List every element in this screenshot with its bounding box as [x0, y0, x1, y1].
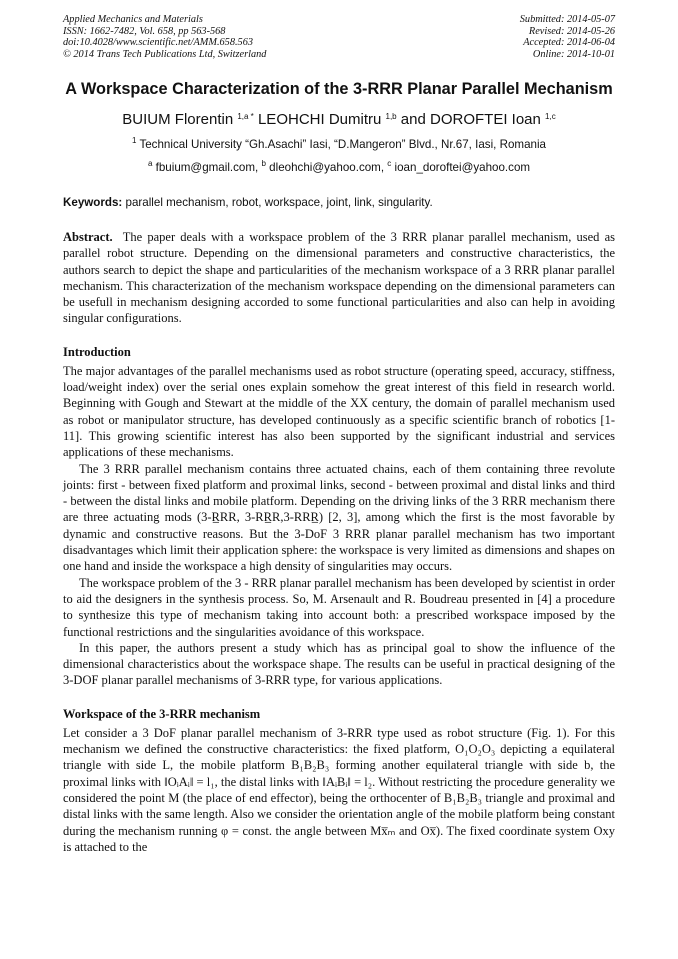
- email-mark: c: [387, 159, 392, 168]
- email[interactable]: fbuium@gmail.com,: [155, 161, 259, 174]
- paper-title: A Workspace Characterization of the 3-RRR Planar Parallel Mechanism: [65, 80, 613, 98]
- paragraph: The 3 RRR parallel mechanism contains three actuated chains, each of them containing three revolute joints: first - between fixed platform and proximal links, second - between proximal and distal links and third - between the distal links and mobile platform. Depending on the driving links of the 3 RRR mechanism there are three actuating mods (3-R̲RR, 3-RR̲R,3-RRR̲) [2, 3], among which the first is the most favorable by dynamic and constructive reasons. But the 3-DoF 3 RRR planar parallel mechanism has two important disadvantages which limit their application sphere: the workspace is very limited as dimensions and shapes on one hand and inside the workspace a high density of singularities may occurs.: [63, 461, 615, 574]
- journal-name: Applied Mechanics and Materials: [63, 14, 203, 25]
- author-name: DOROFTEI Ioan: [430, 111, 541, 128]
- keywords: [63, 196, 615, 209]
- keywords-label: Keywords:: [63, 196, 123, 209]
- section-heading-workspace: Workspace of the 3-RRR mechanism: [63, 706, 261, 721]
- abstract-text: The paper deals with a workspace problem of the 3 RRR planar parallel mechanism, used as parallel robot structure. Depending on the dimensional parameters and constructive characteristics, the authors search to depict the shape and particularities of the mechanism workspace of a 3 RRR planar parallel mechanism. This characterization of the mechanism workspace depending on the dimensional parameters can be usefull in mechanism designing accorded to some functional particularities and also can help in avoiding singular configurations.: [63, 230, 615, 326]
- affiliation: [63, 136, 615, 151]
- journal-info: [63, 14, 266, 60]
- email[interactable]: ioan_doroftei@yahoo.com: [394, 161, 531, 174]
- author-affiliation-mark: 1,c: [545, 112, 556, 121]
- author-name: LEOHCHI Dumitru: [257, 111, 382, 128]
- paragraph: Let consider a 3 DoF planar parallel mechanism of 3-RRR type used as robot structure (Fig. 1). For this mechanism we defined the constructive characteristics: the fixed platform, O₁O₂O₃ depicting a equilateral triangle with side L, the mobile platform B₁B₂B₃ forming another equilateral triangle with side b, the proximal links with ‖OᵢAᵢ‖ = l₁, the distal links with ‖AᵢBᵢ‖ = l₂. Without restricting the procedure generality we considered the point M (the place of end effector), being the orthocenter of B₁B₂B₃ triangle and proximal and distal links with the same length. Also we consider the orientation angle of the mobile platform being constant during the mechanism running φ = const. the angle between Mx̅ₘ and Ox̅). The fixed coordinate system Oxy is attached to the: [63, 725, 615, 854]
- revised-date: Revised: 2014-05-26: [528, 25, 615, 37]
- submission-dates: [520, 14, 615, 60]
- section-heading-introduction: Introduction: [63, 344, 131, 359]
- affiliation-mark: 1: [131, 136, 137, 145]
- keywords-text: parallel mechanism, robot, workspace, joint, link, singularity.: [125, 196, 433, 209]
- authors-and: and: [400, 111, 426, 128]
- abstract-label: Abstract.: [63, 230, 113, 244]
- accepted-date: Accepted: 2014-06-04: [523, 37, 615, 49]
- paragraph: In this paper, the authors present a study which has as principal goal to show the influence of the dimensional characteristics about the workspace shape. The results can be useful in practical designing of the 3-DOF planar parallel mechanisms of 3-RRR type, for various applications.: [63, 640, 615, 688]
- copyright: © 2014 Trans Tech Publications Ltd, Switzerland: [63, 48, 267, 60]
- author-name: BUIUM Florentin: [122, 111, 234, 128]
- paper-page: [63, 80, 615, 855]
- author-emails: [63, 159, 615, 174]
- author-affiliation-mark: 1,b: [385, 112, 397, 121]
- paragraph: The major advantages of the parallel mechanisms used as robot structure (operating speed, accuracy, stiffness, load/weight index) over the serial ones explain somehow the great interest of this field in research world. Beginning with Gough and Stewart at the middle of the XX century, the domain of parallel mechanism used as robot or manipulator structure, has developed continuously as a specific scientific branch of robotics [1-11]. This growing scientific interest has also been supported by the significant industrial and services applications of these mechanisms.: [63, 363, 615, 460]
- doi: doi:10.4028/www.scientific.net/AMM.658.563: [63, 37, 253, 49]
- email-mark: a: [147, 159, 153, 168]
- abstract: [63, 229, 615, 327]
- paragraph: The workspace problem of the 3 - RRR planar parallel mechanism has been developed by scientist in order to aid the designers in the synthesis process. So, M. Arsenault and R. Boudreau presented in [4] a procedure to synthesize this type of mechanism taking into account both: a prescribed workspace imposed by the functional restrictions and the singularities avoidance of this workspace.: [63, 575, 615, 639]
- email-mark: b: [261, 159, 266, 168]
- affiliation-text: Technical University “Gh.Asachi” Iasi, “D.Mangeron” Blvd., Nr.67, Iasi, Romania: [139, 138, 547, 151]
- submitted-date: Submitted: 2014-05-07: [519, 14, 615, 25]
- author-list: [63, 111, 615, 128]
- issn: ISSN: 1662-7482, Vol. 658, pp 563-568: [63, 25, 226, 37]
- author-affiliation-mark: 1,a *: [237, 112, 254, 121]
- online-date: Online: 2014-10-01: [532, 48, 615, 60]
- email[interactable]: dleohchi@yahoo.com,: [269, 161, 385, 174]
